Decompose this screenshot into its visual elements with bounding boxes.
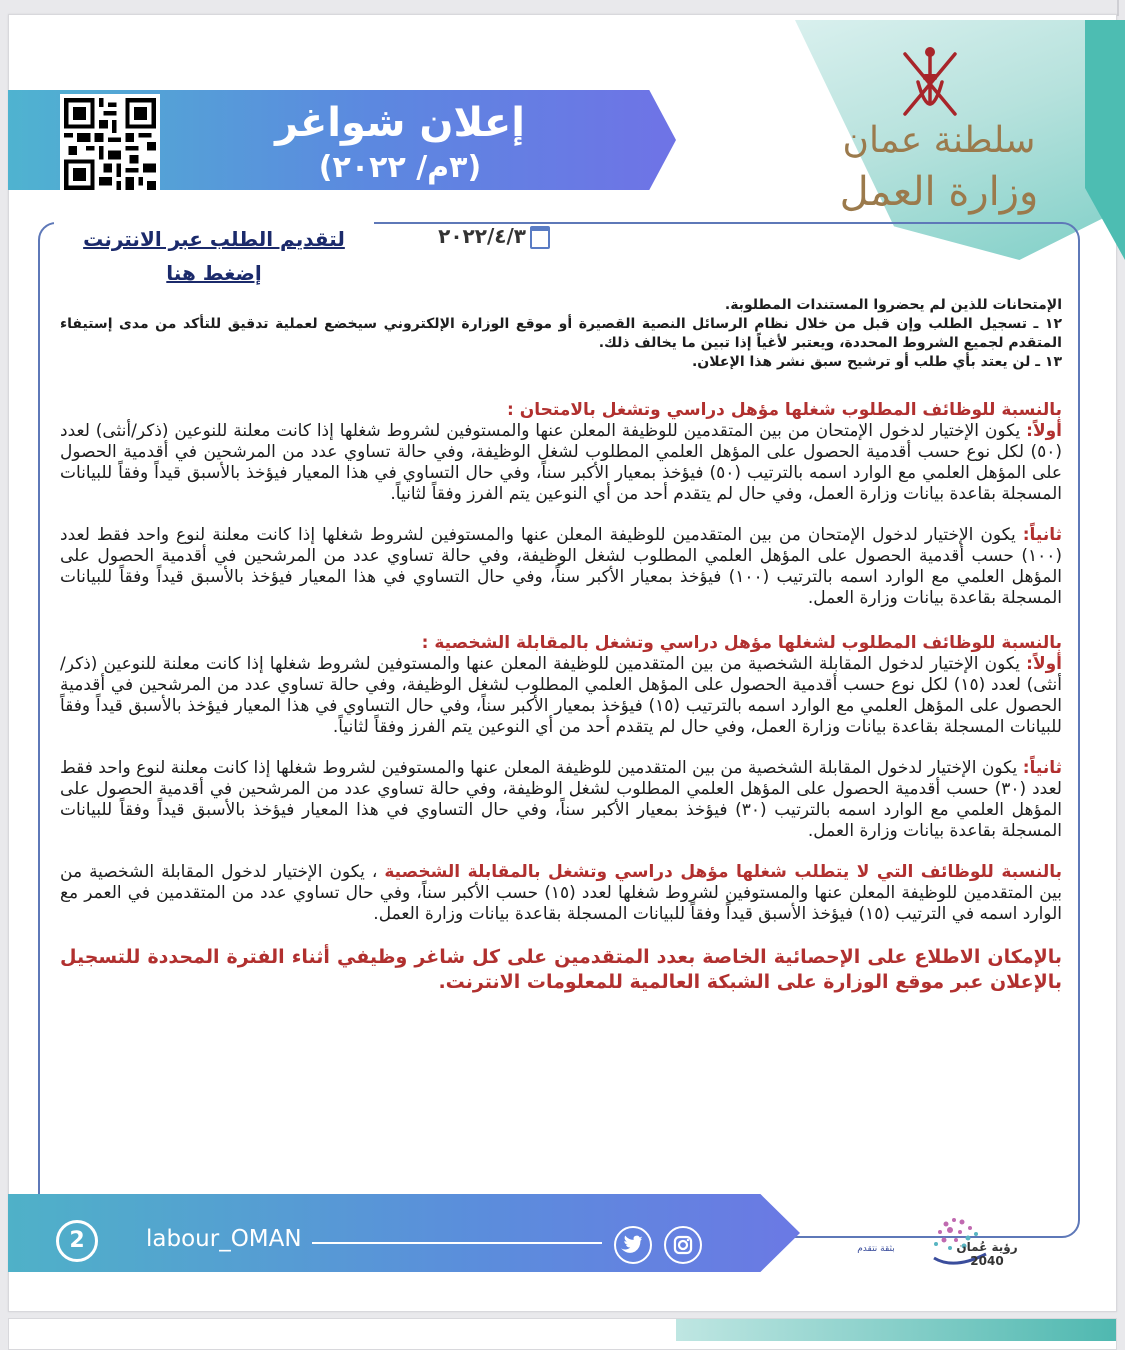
sultanate-name: سلطنة عمان xyxy=(842,120,1036,161)
date-text: ٢٠٢٢/٤/٣ xyxy=(438,224,526,248)
scrollbar[interactable] xyxy=(1117,0,1119,16)
qr-code[interactable] xyxy=(60,94,160,194)
date xyxy=(400,224,550,254)
announcement-number: (٣م/ ٢٠٢٢) xyxy=(318,150,482,185)
apply-online-link[interactable]: لتقديم الطلب عبر الانترنت إضغط هنا xyxy=(54,222,374,256)
para-text: يكون الإختيار لدخول المقابلة الشخصية من بين المتقدمين للوظيفة المعلن عنها والمستوفين لشروط شغلها إذا كانت معلنة للنوعين (ذكر/أنثى) لعدد (١٥) لكل نوع حسب أقدمية الحصول على المؤهل العلمي المطلوب لشغل الوظيفة، وفي حالة تساوي عدد من المرشحين في أقدمية الحصول على المؤهل العلمي مع الوارد اسمه بالترتيب (١٥) فيؤخذ بمعيار الأكبر سناً، وفي حال التساوي في هذا المعيار فيؤخذ بالأسبق قيداً وفقاً للبيانات المسجلة بقاعدة بيانات وزارة العمل، وفي حال لم يتقدم أحد من أي النوعين يتم الفرز وفقاً لثانياً. xyxy=(60,654,1063,737)
para-text: يكون الإختيار لدخول الإمتحان من بين المتقدمين للوظيفة المعلن عنها والمستوفين لشروط شغلها إذا كانت معلنة للنوعين (ذكر/أنثى) لعدد (٥٠) لكل نوع حسب أقدمية الحصول على المؤهل العلمي المطلوب لشغل الوظيفة، وفي حالة تساوي عدد من المرشحين في أقدمية الحصول على المؤهل العلمي مع الوارد اسمه بالترتيب (٥٠) فيؤخذ بمعيار الأكبر سناً، وفي حال التساوي في هذا المعيار فيؤخذ بالأسبق قيداً وفقاً للبيانات المسجلة بقاعدة بيانات وزارة العمل، وفي حال لم يتقدم أحد من أي النوعين يتم الفرز وفقاً لثانياً. xyxy=(60,421,1062,504)
next-page-header xyxy=(676,1319,1116,1341)
instagram-glyph xyxy=(666,1228,700,1262)
next-page-preview xyxy=(8,1318,1117,1350)
clause-12: ١٢ ـ تسجيل الطلب وإن قبل من خلال نظام الرسائل النصية القصيرة أو موقع الوزارة الإلكتروني سيخضع لعملية تدقيق للتأكد من مدى إستيفاء المتقدم لجميع الشروط المحددة، ويعتبر لأغياً إذا تبين ما يخالف ذلك. xyxy=(60,316,1062,351)
twitter-glyph xyxy=(616,1228,650,1262)
page-number: 2 xyxy=(56,1220,98,1262)
oman-emblem-icon xyxy=(885,34,975,134)
announcement-body xyxy=(60,296,1062,995)
social-handle[interactable]: labour_OMAN xyxy=(146,1226,302,1252)
lead-first: أولاً: xyxy=(1026,654,1062,674)
announcement-title: إعلان شواغر xyxy=(275,100,525,146)
para-text: ، يكون الإختيار لدخول المقابلة الشخصية من بين المتقدمين للوظيفة المعلن عنها والمستوفين لشروط شغلها لعدد (١٥) حسب الأكبر سناً، وفي حال تساوي عدد من المتقدمين في العمر مع الوارد اسمه في الترتيب (١٥) فيؤخذ الأسبق قيداً وفقاً للبيانات المسجلة بقاعدة بيانات وزارة العمل. xyxy=(60,862,1062,924)
no-qual-lead: بالنسبة للوظائف التي لا يتطلب شغلها مؤهل دراسي وتشغل بالمقابلة الشخصية xyxy=(384,862,1062,882)
vision-tagline: بثقة نتقدم xyxy=(857,1244,895,1254)
lead-first: أولاً: xyxy=(1026,421,1062,441)
calendar-icon xyxy=(530,226,550,249)
para-text: يكون الإختيار لدخول الإمتحان من بين المتقدمين للوظيفة المعلن عنها والمستوفين لشروط شغلها إذا كانت معلنة لنوع واحد فقط لعدد (١٠٠) حسب أقدمية الحصول على المؤهل العلمي المطلوب لشغل الوظيفة، وفي حالة تساوي عدد من المرشحين في أقدمية الحصول على المؤهل العلمي مع الوارد اسمه بالترتيب (١٠٠) فيؤخذ بمعيار الأكبر سناً، وفي حال التساوي في هذا المعيار فيؤخذ بالأسبق قيداً وفقاً للبيانات المسجلة بقاعدة بيانات وزارة العمل. xyxy=(60,525,1063,608)
qr-code-icon xyxy=(64,98,156,190)
section-interview-first xyxy=(60,654,1062,738)
section-interview-title: بالنسبة للوظائف المطلوب لشغلها مؤهل دراسي وتشغل بالمقابلة الشخصية : xyxy=(421,633,1062,653)
para-text: يكون الإختيار لدخول المقابلة الشخصية من بين المتقدمين للوظيفة المعلن عنها والمستوفين لشروط شغلها إذا كانت معلنة لنوع واحد فقط لعدد (٣٠) حسب أقدمية الحصول على المؤهل العلمي المطلوب لشغل الوظيفة، وفي حالة تساوي عدد من المرشحين في أقدمية الحصول على المؤهل العلمي مع الوارد اسمه بالترتيب (٣٠) فيؤخذ بمعيار الأكبر سناً، وفي حال التساوي في هذا المعيار فيؤخذ بالأسبق قيداً وفقاً للبيانات المسجلة بقاعدة بيانات وزارة العمل. xyxy=(60,758,1063,841)
clause-13: ١٣ ـ لن يعتد بأي طلب أو ترشيح سبق نشر هذا الإعلان. xyxy=(691,354,1062,370)
footer-divider xyxy=(312,1242,602,1244)
ministry-name: وزارة العمل xyxy=(839,169,1039,215)
section-exam-title: بالنسبة للوظائف المطلوب شغلها مؤهل دراسي وتشغل بالامتحان : xyxy=(507,400,1062,420)
twitter-icon[interactable] xyxy=(614,1226,652,1264)
section-exam-first xyxy=(60,421,1062,505)
instagram-icon[interactable] xyxy=(664,1226,702,1264)
lead-second: ثانياً: xyxy=(1022,758,1062,778)
vision-name: رؤية عُمان 2040 xyxy=(956,1240,1018,1268)
statistics-notice: بالإمكان الاطلاع على الإحصائية الخاصة بعدد المتقدمين على كل شاغر وظيفي أثناء الفترة المحددة للتسجيل بالإعلان عبر موقع الوزارة على الشبكة العالمية للمعلومات الانترنت. xyxy=(60,946,1062,993)
section-exam-second xyxy=(60,525,1062,609)
intro-line: الإمتحانات للذين لم يحضروا المستندات المطلوبة. xyxy=(724,297,1062,313)
section-interview-second xyxy=(60,758,1062,842)
section-no-qualification xyxy=(60,862,1062,925)
lead-second: ثانياً: xyxy=(1022,525,1062,545)
